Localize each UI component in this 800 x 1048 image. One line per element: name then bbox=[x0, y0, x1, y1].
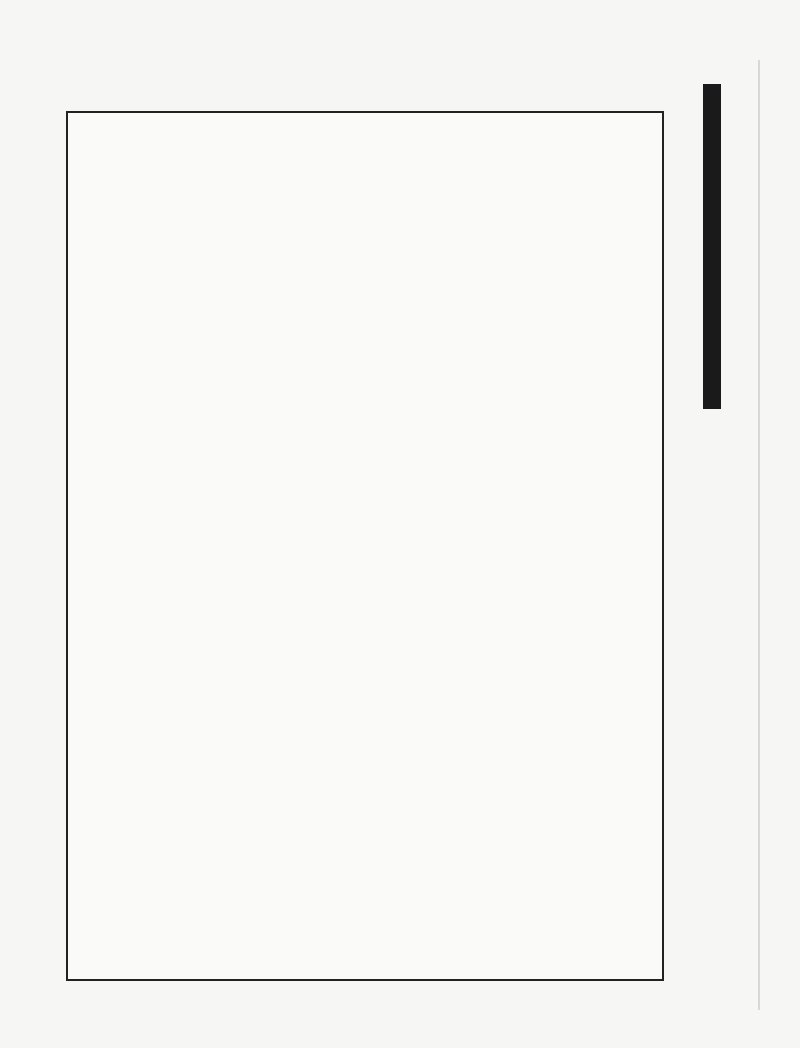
page-title bbox=[703, 84, 721, 409]
score-table bbox=[66, 111, 664, 981]
right-watermark-strip bbox=[778, 0, 800, 1048]
left-watermark-strip bbox=[0, 0, 22, 1048]
page-edge bbox=[758, 60, 760, 1010]
